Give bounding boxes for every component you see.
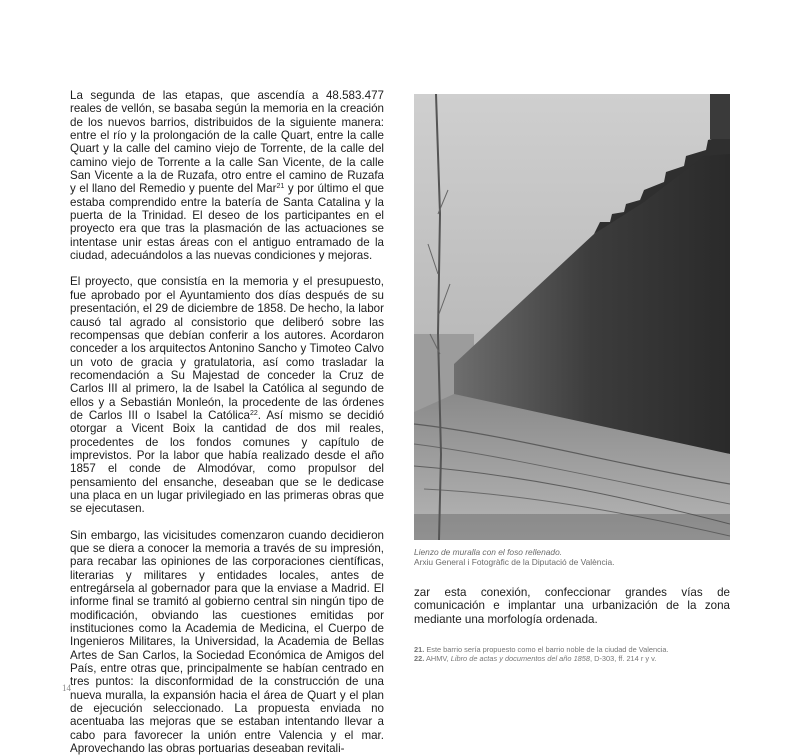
footnote-ref-21[interactable]: 21 — [276, 183, 285, 191]
caption-source: Arxiu General i Fotogràfic de la Diputació de València. — [414, 557, 615, 567]
left-text-column — [70, 89, 384, 756]
footnote-ref-22[interactable]: 22 — [250, 409, 258, 417]
paragraph-continuation: zar esta conexión, confeccionar grandes vías de comunicación e implantar una urbanización de la zona mediante una morfología ordenada. — [414, 586, 730, 626]
paragraph-3: Sin embargo, las vicisitudes comenzaron cuando decidieron que se diera a conocer la memoria a través de su impresión, para recabar las opiniones de las corporaciones científicas, literarias y militares y entidades locales, antes de entregársela al gobernador para que la enviase a Madrid. El informe final se tramitó al gobierno central sin ningún tipo de modificación, obviando las cuestiones emitidas por instituciones como la Academia de Medicina, el Cuerpo de Ingenieros Militares, la Universidad, la Academia de Bellas Artes de San Carlos, la Sociedad Económica de Amigos del País, entre otras que, principalmente se habían centrado en tres puntos: la disconformidad de la construcción de una nueva muralla, la expansión hacia el área de Quart y el plan de ejecución seleccionado. La propuesta enviada no acentuaba las mejoras que se estaban intentando llevar a cabo para favorecer la unión entre Valencia y el mar. Aprovechando las obras portuarias deseaban revitali- — [70, 528, 384, 756]
photo-illustration — [414, 94, 730, 540]
footnote-22: 22. AHMV, Libro de actas y documentos del año 1858, D-303, ff. 214 r y v. — [414, 654, 657, 663]
footnote-21: 21. Este barrio sería propuesto como el barrio noble de la ciudad de Valencia. — [414, 645, 669, 654]
caption-title: Lienzo de muralla con el foso rellenado. — [414, 547, 563, 557]
paragraph-2: El proyecto, que consistía en la memoria y el presupuesto, fue aprobado por el Ayuntamiento dos días después de su presentación, el 29 de diciembre de 1858. De hecho, la labor causó tal agrado al consistorio que deliberó sobre las recompensas que debían conferir a los autores. Acordaron conceder a los arquitectos Antonino Sancho y Timoteo Calvo un voto de gracia y gratulatoria, así como trasladar la recomendación a Su Majestad de conceder la Cruz de Carlos III al primero, la de Isabel la Católica al segundo de ellos y a Sebastián Monleón, la procedente de las órdenes de Carlos III o Isabel la Católica$^{22}$. Así mismo se decidió otorgar a Vicent Boix la cantidad de dos mil reales, procedentes de los fondos comunes y capítulo de imprevistos. Por la labor que había realizado desde el año 1857 el conde de Almodóvar, como propulsor del pensamiento del ensanche, deseaban que se le dedicase una placa en un lugar privilegiado en las primeras obras que se ejecutasen. — [70, 275, 385, 516]
footnotes — [414, 645, 730, 663]
page-number: 14 — [62, 683, 71, 693]
right-text-column — [414, 586, 730, 626]
figure-caption — [414, 547, 730, 567]
city-wall-photograph — [414, 94, 730, 540]
paragraph-1: La segunda de las etapas, que ascendía a 48.583.477 reales de vellón, se basaba según la memoria en la creación de los nuevos barrios, distribuidos de la siguiente manera: entre el río y la prolongación de la calle Quart, entre la calle Quart y la calle del camino viejo de Torrente, de la calle del camino viejo de Torrente a la calle San Vicente, de la calle San Vicente a la de Ruzafa, otro entre el camino de Ruzafa y el llano del Remedio y puente del Mar$^{21}$ y por último el que estaba comprendido entre la batería de Santa Catalina y la puerta de la Trinidad. El deseo de los participantes en el proyecto era que tras la plasmación de las actuaciones se intentase unir estas áreas con el antiguo entramado de la ciudad, adecuándolos a las nuevas condiciones y mejoras. — [70, 89, 385, 263]
